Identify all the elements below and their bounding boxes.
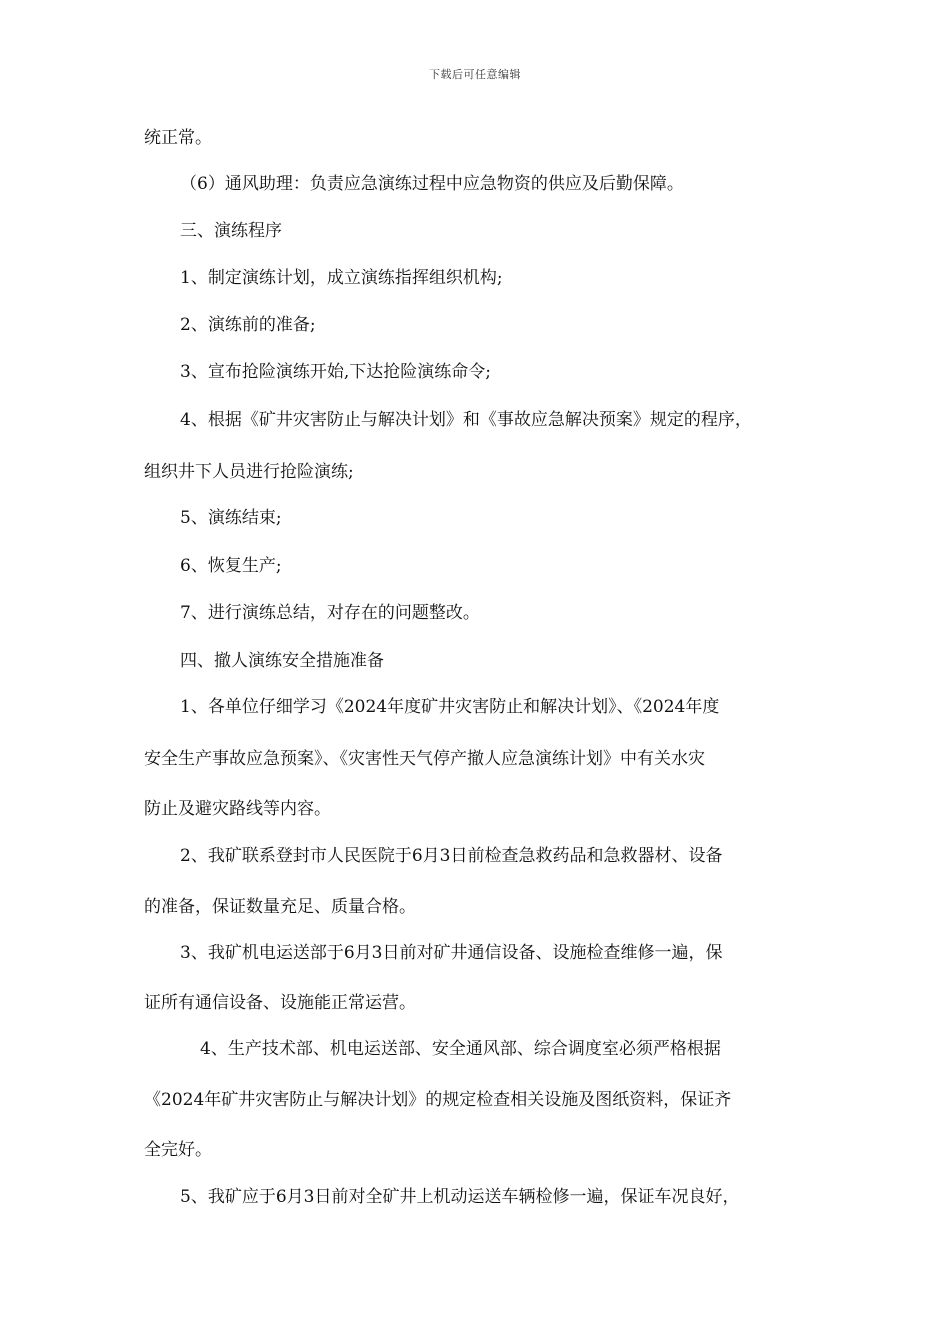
text-line: 1、制定演练计划，成立演练指挥组织机构; [180,268,503,288]
text-line: 3、宣布抢险演练开始,下达抢险演练命令; [180,362,491,382]
text-line: 1、各单位仔细学习《2024年度矿井灾害防止和解决计划》、《2024年度 [180,697,720,717]
text-line: 5、我矿应于6月3日前对全矿井上机动运送车辆检修一遍，保证车况良好， [180,1187,740,1207]
text-line: 4、生产技术部、机电运送部、安全通风部、综合调度室必须严格根据 [200,1039,721,1059]
text-line: 6、恢复生产; [180,556,282,576]
text-line: 防止及避灾路线等内容。 [144,799,331,819]
text-line: 2、演练前的准备; [180,315,316,335]
text-line: 的准备，保证数量充足、质量合格。 [144,897,416,917]
header-note: 下载后可任意编辑 [429,68,521,81]
section-heading: 三、演练程序 [180,221,282,241]
section-heading: 四、撤人演练安全措施准备 [180,651,384,671]
text-line: 证所有通信设备、设施能正常运营。 [144,993,416,1013]
text-line: 2、我矿联系登封市人民医院于6月3日前检查急救药品和急救器材、设备 [180,846,723,866]
text-line: 《2024年矿井灾害防止与解决计划》的规定检查相关设施及图纸资料，保证齐 [144,1090,732,1110]
text-line: 4、根据《矿井灾害防止与解决计划》和《事故应急解决预案》规定的程序， [180,410,752,430]
text-line: 组织井下人员进行抢险演练; [144,462,354,482]
text-line: 3、我矿机电运送部于6月3日前对矿井通信设备、设施检查维修一遍，保 [180,943,723,963]
text-line: （6）通风助理：负责应急演练过程中应急物资的供应及后勤保障。 [180,174,684,194]
text-line: 安全生产事故应急预案》、《灾害性天气停产撤人应急演练计划》中有关水灾 [144,749,705,769]
text-line: 5、演练结束; [180,508,282,528]
text-line: 7、进行演练总结，对存在的问题整改。 [180,603,480,623]
text-line: 全完好。 [144,1140,212,1160]
text-line: 统正常。 [144,128,212,148]
